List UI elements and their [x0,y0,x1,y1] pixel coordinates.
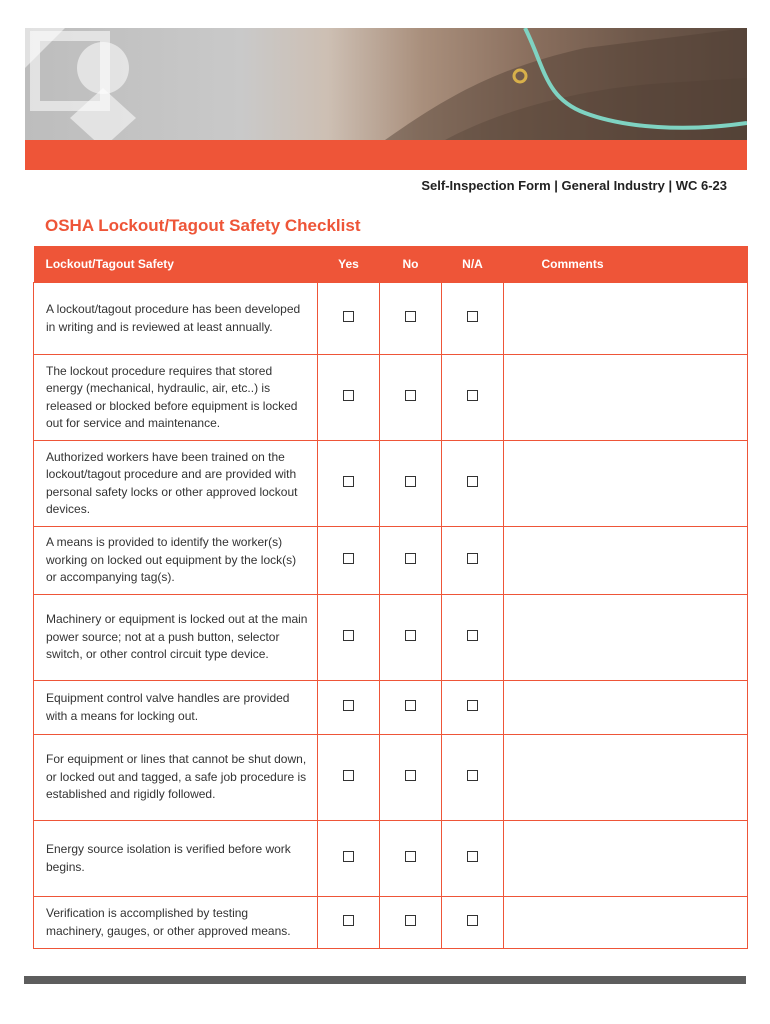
na-checkbox[interactable] [467,915,478,926]
no-checkbox[interactable] [405,390,416,401]
table-row [34,355,748,441]
na-checkbox[interactable] [467,476,478,487]
comments-field[interactable] [504,735,748,821]
na-checkbox[interactable] [467,630,478,641]
header-accent-bar [25,140,747,170]
yes-checkbox[interactable] [343,553,354,564]
no-checkbox[interactable] [405,851,416,862]
question-text: Authorized workers have been trained on the lockout/tagout procedure and are provided with personal safety locks or other approved lockout devices. [34,441,318,527]
question-text: Energy source isolation is verified before work begins. [34,821,318,897]
question-text: A lockout/tagout procedure has been developed in writing and is reviewed at least annually. [34,283,318,355]
comments-field[interactable] [504,595,748,681]
checklist-table [33,246,748,949]
na-checkbox[interactable] [467,311,478,322]
comments-field[interactable] [504,681,748,735]
table-row [34,681,748,735]
table-row [34,897,748,949]
page-title: OSHA Lockout/Tagout Safety Checklist [45,216,361,235]
column-header-na: N/A [442,246,504,283]
table-row [34,527,748,595]
question-text: The lockout procedure requires that stored energy (mechanical, hydraulic, air, etc..) is released or blocked before equipment is locked out for service and maintenance. [34,355,318,441]
no-checkbox[interactable] [405,476,416,487]
comments-field[interactable] [504,355,748,441]
footer-bar [24,976,746,984]
comments-field[interactable] [504,897,748,949]
na-checkbox[interactable] [467,770,478,781]
na-checkbox[interactable] [467,390,478,401]
no-checkbox[interactable] [405,311,416,322]
column-header-yes: Yes [318,246,380,283]
yes-checkbox[interactable] [343,700,354,711]
comments-field[interactable] [504,441,748,527]
question-text: A means is provided to identify the worker(s) working on locked out equipment by the lock(s) or accompanying tag(s). [34,527,318,595]
no-checkbox[interactable] [405,700,416,711]
form-subtitle: Self-Inspection Form | General Industry | WC 6-23 [421,178,727,193]
table-row [34,283,748,355]
table-header-row [34,246,748,283]
column-header-question: Lockout/Tagout Safety [34,246,318,283]
comments-field[interactable] [504,527,748,595]
comments-field[interactable] [504,821,748,897]
table-row [34,821,748,897]
yes-checkbox[interactable] [343,476,354,487]
question-text: Verification is accomplished by testing machinery, gauges, or other approved means. [34,897,318,949]
no-checkbox[interactable] [405,770,416,781]
yes-checkbox[interactable] [343,770,354,781]
na-checkbox[interactable] [467,700,478,711]
comments-field[interactable] [504,283,748,355]
header-banner-image [25,28,747,140]
yes-checkbox[interactable] [343,851,354,862]
table-row [34,595,748,681]
column-header-no: No [380,246,442,283]
column-header-comments: Comments [504,246,748,283]
yes-checkbox[interactable] [343,311,354,322]
yes-checkbox[interactable] [343,390,354,401]
question-text: For equipment or lines that cannot be shut down, or locked out and tagged, a safe job procedure is established and rigidly followed. [34,735,318,821]
no-checkbox[interactable] [405,553,416,564]
yes-checkbox[interactable] [343,630,354,641]
na-checkbox[interactable] [467,851,478,862]
question-text: Machinery or equipment is locked out at the main power source; not at a push button, selector switch, or other control circuit type device. [34,595,318,681]
table-row [34,441,748,527]
no-checkbox[interactable] [405,915,416,926]
no-checkbox[interactable] [405,630,416,641]
na-checkbox[interactable] [467,553,478,564]
table-row [34,735,748,821]
question-text: Equipment control valve handles are provided with a means for locking out. [34,681,318,735]
yes-checkbox[interactable] [343,915,354,926]
